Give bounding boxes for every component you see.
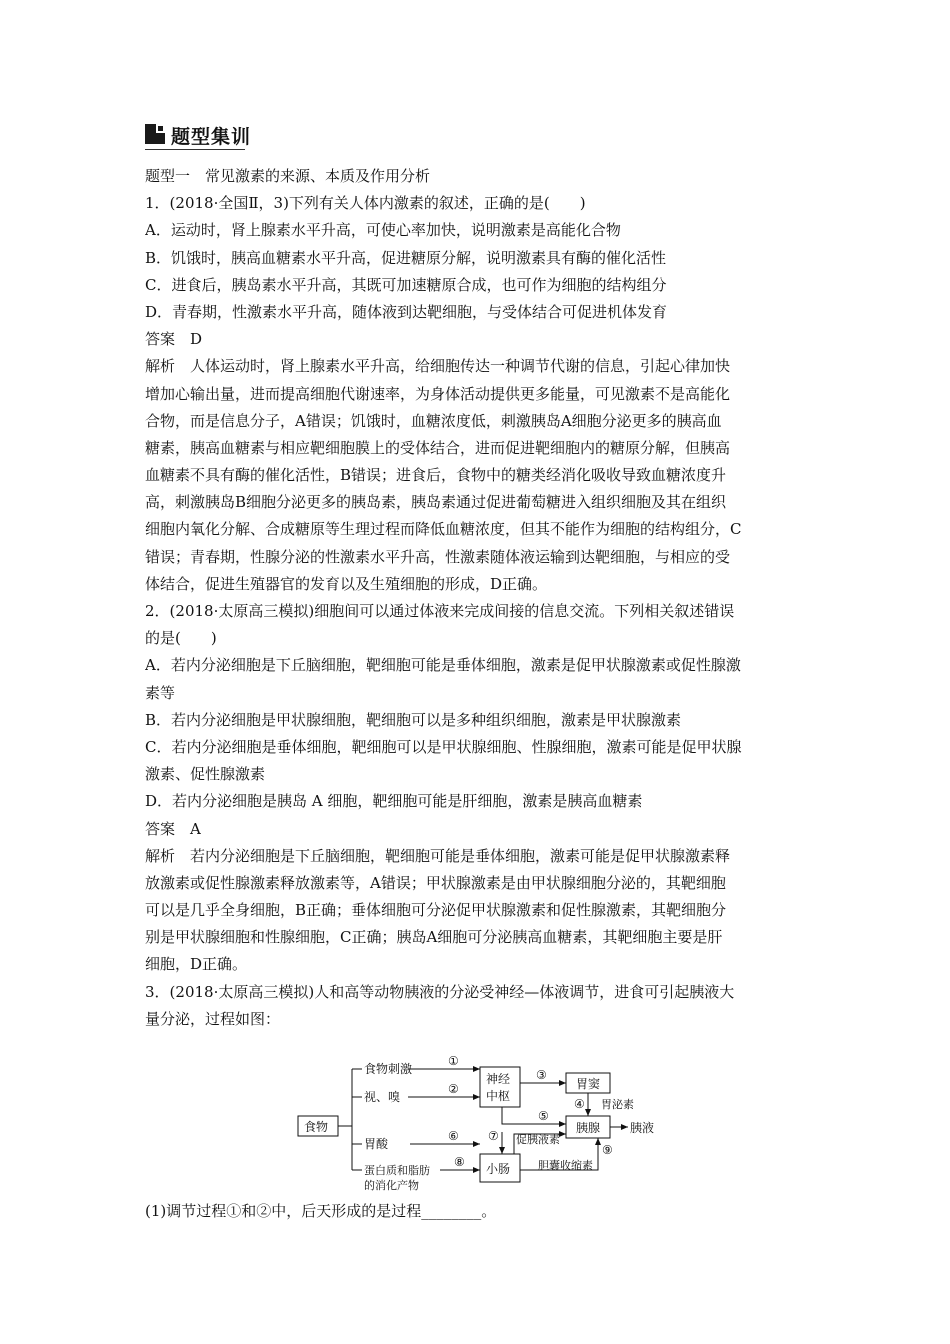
q2-answer: 答案 A [145, 819, 201, 838]
q1-analysis-line: 体结合，促进生殖器官的发育以及生殖细胞的形成，D正确。 [145, 574, 548, 593]
q2-analysis-line: 可以是几乎全身细胞，B正确；垂体细胞可分泌促甲状腺激素和促性腺激素，其靶细胞分 [145, 901, 727, 920]
q3-stem: 量分泌，过程如图： [145, 1009, 281, 1028]
step-1-label: ① [448, 1054, 459, 1068]
q3-stem: 3．(2018·太原高三模拟)人和高等动物胰液的分泌受神经—体液调节，进食可引起胰液大 [145, 982, 735, 1001]
q2-analysis-line: 细胞，D正确。 [145, 955, 248, 974]
q2-option-b: B．若内分泌细胞是甲状腺细胞，靶细胞可以是多种组织细胞，激素是甲状腺激素 [145, 710, 682, 729]
stomach-label: 胃窦 [576, 1077, 601, 1091]
digestion-products-label: 蛋白质和脂肪 [364, 1164, 430, 1177]
q1-option-d: D．青春期，性激素水平升高，随体液到达靶细胞，与受体结合可促进机体发育 [145, 302, 668, 321]
pancreas-label: 胰腺 [576, 1121, 601, 1135]
q2-analysis-line: 别是甲状腺细胞和性腺细胞，C正确；胰岛A细胞可分泌胰高血糖素，其靶细胞主要是肝 [145, 928, 723, 947]
diagram-svg [290, 1052, 670, 1200]
sight-smell-label: 视、嗅 [364, 1090, 401, 1104]
nerve-center-label: 神经 [486, 1072, 511, 1086]
gastric-acid-label: 胃酸 [364, 1137, 389, 1151]
q2-option-a: 素等 [145, 683, 176, 702]
q1-option-a: A．运动时，肾上腺素水平升高，可使心率加快，说明激素是高能化合物 [145, 221, 621, 240]
q1-analysis-line: 解析 人体运动时，肾上腺素水平升高，给细胞传达一种调节代谢的信息，引起心律加快 [145, 357, 731, 376]
topic-heading: 题型一 常见激素的来源、本质及作用分析 [145, 167, 431, 185]
food-stimulus-label: 食物刺激 [364, 1062, 413, 1076]
q2-stem: 2．(2018·太原高三模拟)细胞间可以通过体液来完成间接的信息交流。下列相关叙述错误 [145, 602, 735, 620]
q1-analysis-line: 合物，而是信息分子，A错误；饥饿时，血糖浓度低，刺激胰岛A细胞分泌更多的胰高血 [145, 411, 722, 430]
pancreatic-secretion-diagram [290, 1052, 670, 1200]
q2-analysis-line: 解析 若内分泌细胞是下丘脑细胞，靶细胞可能是垂体细胞，激素可能是促甲状腺激素释 [145, 846, 731, 865]
q1-analysis-line: 细胞内氧化分解、合成糖原等生理过程而降低血糖浓度，但其不能作为细胞的结构组分，C [145, 520, 742, 539]
secretin-label: 促胰液素 [516, 1133, 560, 1146]
q1-answer: 答案 D [145, 330, 203, 349]
digestion-products-label-2: 的消化产物 [364, 1179, 419, 1192]
section-square-icon [145, 124, 165, 144]
q2-analysis-line: 放激素或促性腺激素释放激素等，A错误；甲状腺激素是由甲状腺细胞分泌的，其靶细胞 [145, 873, 726, 892]
cck-label: 胆囊收缩素 [538, 1159, 593, 1172]
q1-analysis-line: 糖素，胰高血糖素与相应靶细胞膜上的受体结合，进而促进靶细胞内的糖原分解，但胰高 [145, 438, 731, 457]
question-body [145, 163, 807, 1033]
q2-option-d: D．若内分泌细胞是胰岛 A 细胞，靶细胞可能是肝细胞，激素是胰高血糖素 [145, 792, 643, 811]
food-label: 食物 [304, 1120, 329, 1134]
step-2-label: ② [448, 1082, 459, 1096]
step-4-label: ④ [574, 1097, 585, 1111]
pancreatic-juice-label: 胰液 [630, 1121, 655, 1135]
step-3-label: ③ [536, 1068, 547, 1082]
step-6-label: ⑥ [448, 1129, 459, 1143]
section-underline [145, 149, 245, 150]
step-9-label: ⑨ [602, 1143, 613, 1157]
q1-analysis-line: 高，刺激胰岛B细胞分泌更多的胰岛素，胰岛素通过促进葡萄糖进入组织细胞及其在组织 [145, 493, 727, 512]
q2-option-a: A．若内分泌细胞是下丘脑细胞，靶细胞可能是垂体细胞，激素是促甲状腺激素或促性腺激 [145, 656, 741, 675]
q2-option-c: C．若内分泌细胞是垂体细胞，靶细胞可以是甲状腺细胞、性腺细胞，激素可能是促甲状腺 [145, 737, 742, 756]
nerve-center-label-2: 中枢 [486, 1089, 511, 1103]
q2-option-c: 激素、促性腺激素 [145, 765, 266, 784]
step-5-label: ⑤ [538, 1109, 549, 1123]
q1-stem: 1．(2018·全国Ⅱ，3)下列有关人体内激素的叙述，正确的是( ) [145, 194, 586, 213]
q1-analysis-line: 错误；青春期，性腺分泌的性激素水平升高，性激素随体液运输到达靶细胞，与相应的受 [145, 547, 731, 566]
step-8-label: ⑧ [454, 1155, 465, 1169]
step-7-label: ⑦ [488, 1129, 499, 1143]
q1-analysis-line: 血糖素不具有酶的催化活性，B错误；进食后，食物中的糖类经消化吸收导致血糖浓度升 [145, 466, 727, 485]
gastrin-label: 胃泌素 [601, 1098, 634, 1111]
small-intestine-label: 小肠 [486, 1162, 511, 1176]
q1-option-c: C．进食后，胰岛素水平升高，其既可加速糖原合成，也可作为细胞的结构组分 [145, 275, 667, 294]
section-title: 题型集训 [171, 126, 252, 148]
q1-analysis-line: 增加心输出量，进而提高细胞代谢速率，为身体活动提供更多能量，可见激素不是高能化 [145, 384, 731, 403]
question-part-1-text: (1)调节过程①和②中，后天形成的是过程________。 [145, 1202, 497, 1220]
q2-stem: 的是( ) [145, 629, 217, 648]
question-part-1 [145, 1198, 807, 1225]
q1-option-b: B．饥饿时，胰高血糖素水平升高，促进糖原分解，说明激素具有酶的催化活性 [145, 248, 667, 267]
